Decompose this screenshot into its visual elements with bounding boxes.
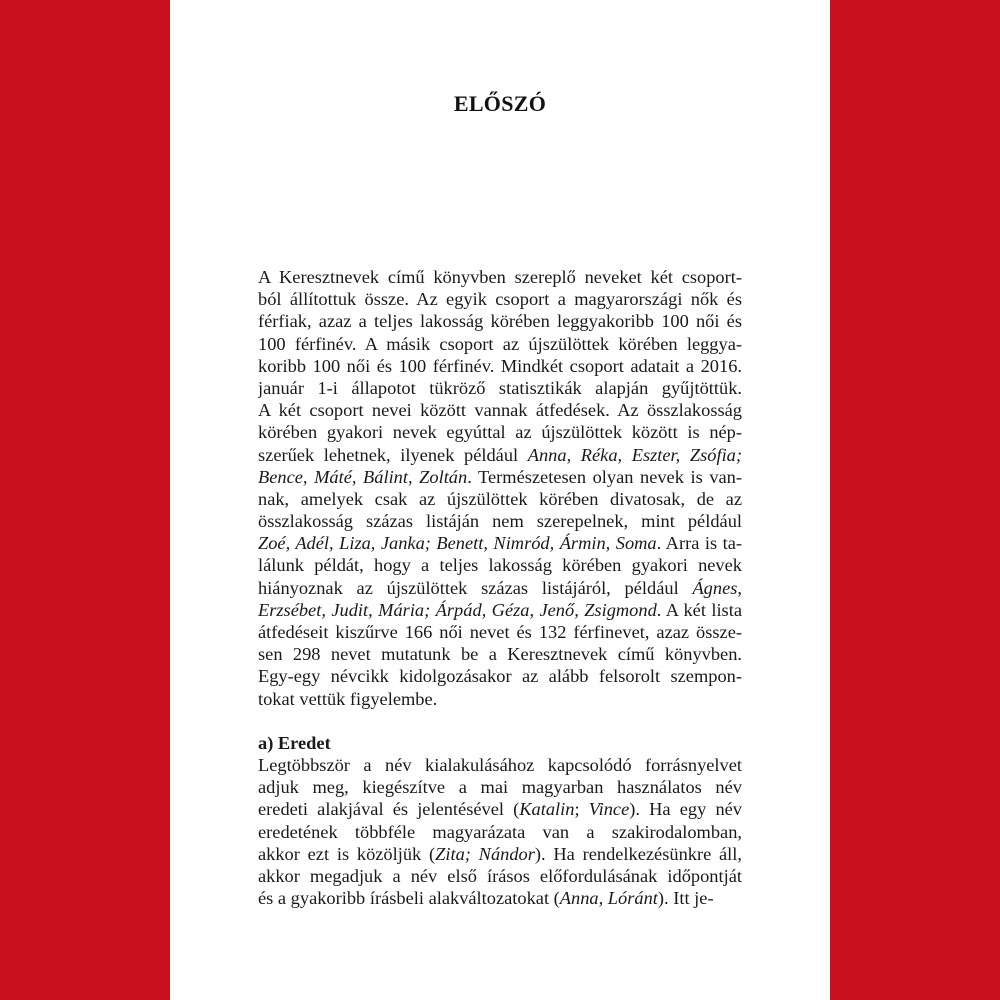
right-red-border	[830, 0, 1000, 1000]
book-page	[170, 0, 830, 1000]
text-run: . A két lista	[656, 599, 742, 620]
text-run: férfiak, azaz a teljes lakosság körében leggyakoribb 100 női és	[258, 311, 742, 332]
italic-name-list: Bence, Máté, Bálint, Zoltán	[258, 466, 468, 487]
text-run: eredeti alakjával és jelentésével (	[258, 799, 520, 820]
text-line	[258, 377, 742, 399]
text-run: akkor ezt is közöljük (	[258, 843, 436, 864]
left-red-border	[0, 0, 170, 1000]
text-line	[258, 466, 742, 488]
text-run: A két csoport nevei között vannak átfedések. Az összlakosság	[258, 400, 742, 421]
text-run: A Keresztnevek című könyvben szereplő neveket két csoport-	[258, 267, 742, 287]
text-run: ;	[574, 799, 589, 820]
text-line	[258, 665, 742, 687]
text-line	[258, 310, 742, 332]
paragraph-gap	[258, 710, 742, 732]
text-line	[258, 599, 742, 621]
text-line	[258, 887, 742, 909]
text-run: összlakosság százas listáján nem szerepelnek, mint például	[258, 511, 742, 532]
text-run: eredetének többféle magyarázata van a szakirodalomban,	[258, 821, 742, 842]
text-line	[258, 643, 742, 665]
text-line	[258, 532, 742, 554]
italic-name-list: Vince	[588, 799, 630, 820]
text-run: adjuk meg, kiegészítve a mai magyarban használatos név	[258, 777, 742, 798]
italic-name-list: Anna, Réka, Eszter, Zsófia;	[527, 444, 742, 465]
text-run: ). Ha rendelkezésünkre áll,	[534, 843, 742, 864]
text-run: koribb 100 női és 100 férfinév. Mindkét csoport adatait a 2016.	[258, 355, 742, 376]
text-run: . Arra is ta-	[656, 533, 742, 554]
text-run: január 1-i állapotot tükröző statisztikák alapján gyűjtöttük.	[258, 377, 742, 398]
text-line	[258, 399, 742, 421]
text-line	[258, 444, 742, 466]
text-line	[258, 554, 742, 576]
text-run: nak, amelyek csak az újszülöttek körében divatosak, de az	[258, 488, 742, 509]
text-line	[258, 843, 742, 865]
text-line	[258, 754, 742, 776]
page-title: ELŐSZÓ	[453, 91, 547, 116]
text-line	[258, 355, 742, 377]
italic-name-list: Katalin	[519, 799, 575, 820]
italic-name-list: Anna, Lóránt	[559, 888, 658, 909]
text-run: Legtöbbször a név kialakulásához kapcsolódó forrásnyelvet	[258, 754, 742, 775]
text-line	[258, 288, 742, 310]
text-line	[258, 421, 742, 443]
italic-name-list: Zita; Nándor	[435, 843, 535, 864]
text-run: tokat vettük figyelembe.	[258, 688, 438, 709]
text-line	[258, 266, 742, 288]
text-run: szerűek lehetnek, ilyenek például	[258, 444, 528, 465]
text-line	[258, 688, 742, 710]
text-run: körében gyakori nevek egyúttal az újszülöttek között is nép-	[258, 422, 742, 443]
text-run: . Természetesen olyan nevek is van-	[467, 466, 742, 487]
body-text	[258, 266, 742, 909]
text-run: lálunk példát, hogy a teljes lakosság körében gyakori nevek	[258, 555, 742, 576]
text-run: és a gyakoribb írásbeli alakváltozatokat (	[258, 888, 560, 909]
section-heading: a) Eredet	[258, 732, 331, 753]
text-line	[258, 821, 742, 843]
text-line	[258, 865, 742, 887]
italic-name-list: Erzsébet, Judit, Mária; Árpád, Géza, Jenő, Zsigmond	[258, 599, 657, 620]
italic-name-list: Ágnes,	[692, 577, 742, 598]
text-line	[258, 798, 742, 820]
text-line	[258, 776, 742, 798]
text-line	[258, 510, 742, 532]
paragraph-intro	[258, 266, 742, 710]
text-run: Egy-egy névcikk kidolgozásakor az alább felsorolt szempon-	[258, 666, 742, 687]
text-run: ). Ha egy név	[629, 799, 742, 820]
text-run: ból állítottuk össze. Az egyik csoport a magyarországi nők és	[258, 289, 742, 310]
text-run: átfedéseit kiszűrve 166 női nevet és 132 férfinevet, azaz össze-	[258, 622, 742, 642]
text-run: 100 férfinév. A másik csoport az újszülöttek körében leggya-	[258, 333, 742, 354]
text-line	[258, 333, 742, 355]
text-line	[258, 577, 742, 599]
text-run: sen 298 nevet mutatunk be a Keresztnevek című könyvben.	[258, 644, 742, 665]
italic-name-list: Zoé, Adél, Liza, Janka; Benett, Nimród, Ármin, Soma	[258, 533, 657, 554]
text-line	[258, 488, 742, 510]
text-run: ). Itt je-	[657, 888, 714, 909]
text-run: akkor megadjuk a név első írásos előfordulásának időpontját	[258, 865, 742, 886]
text-line	[258, 621, 742, 643]
paragraph-origin	[258, 754, 742, 909]
text-run: hiányoznak az újszülöttek százas listájáról, például	[258, 577, 693, 598]
